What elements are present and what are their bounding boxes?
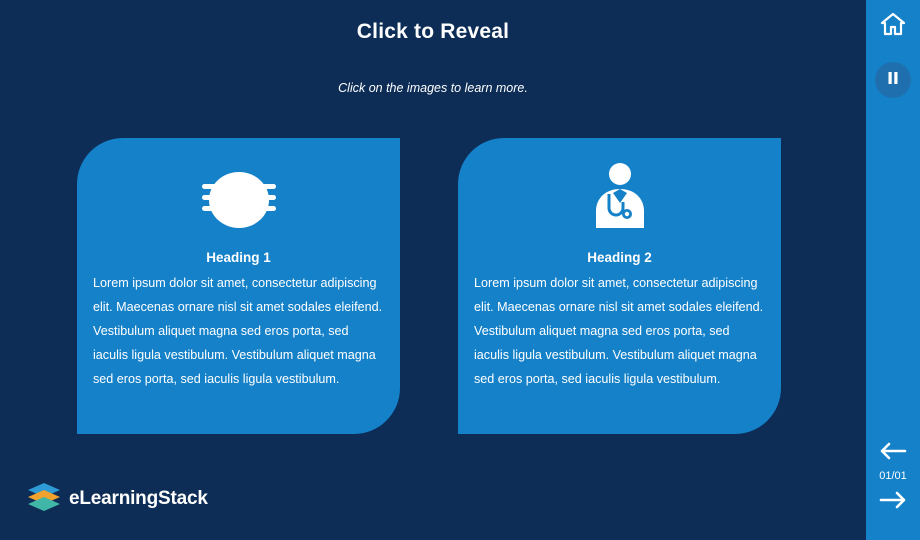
arrow-left-icon <box>879 441 907 466</box>
stacked-books-icon <box>26 481 62 516</box>
home-icon <box>880 12 906 41</box>
player-controls-rail <box>866 0 920 540</box>
brand-logo-text: eLearningStack <box>69 487 208 509</box>
reveal-card-2[interactable] <box>458 138 781 434</box>
home-button[interactable] <box>875 8 911 44</box>
brand-logo <box>26 481 208 516</box>
slide-instruction: Click on the images to learn more. <box>338 81 528 95</box>
reveal-card-1[interactable] <box>77 138 400 434</box>
face-mask-icon <box>77 152 400 248</box>
previous-button[interactable] <box>875 440 911 466</box>
next-button[interactable] <box>875 489 911 515</box>
pause-button[interactable] <box>875 62 911 98</box>
page-indicator: 01/01 <box>879 470 907 482</box>
card-heading: Heading 2 <box>587 250 652 265</box>
card-heading: Heading 1 <box>206 250 271 265</box>
arrow-right-icon <box>879 490 907 515</box>
page-title: Click to Reveal <box>356 20 510 43</box>
card-body: Lorem ipsum dolor sit amet, consectetur adipiscing elit. Maecenas ornare nisl sit amet sodales eleifend. Vestibulum aliquet magna sed eros porta, sed iaculis ligula vestibulum. Vestibulum aliquet magna sed eros porta, sed iaculis ligula vestibulum. <box>474 276 764 386</box>
card-body: Lorem ipsum dolor sit amet, consectetur adipiscing elit. Maecenas ornare nisl sit amet sodales eleifend. Vestibulum aliquet magna sed eros porta, sed iaculis ligula vestibulum. Vestibulum aliquet magna sed eros porta, sed iaculis ligula vestibulum. <box>93 276 383 386</box>
doctor-icon <box>458 152 781 248</box>
pause-icon <box>884 69 902 92</box>
